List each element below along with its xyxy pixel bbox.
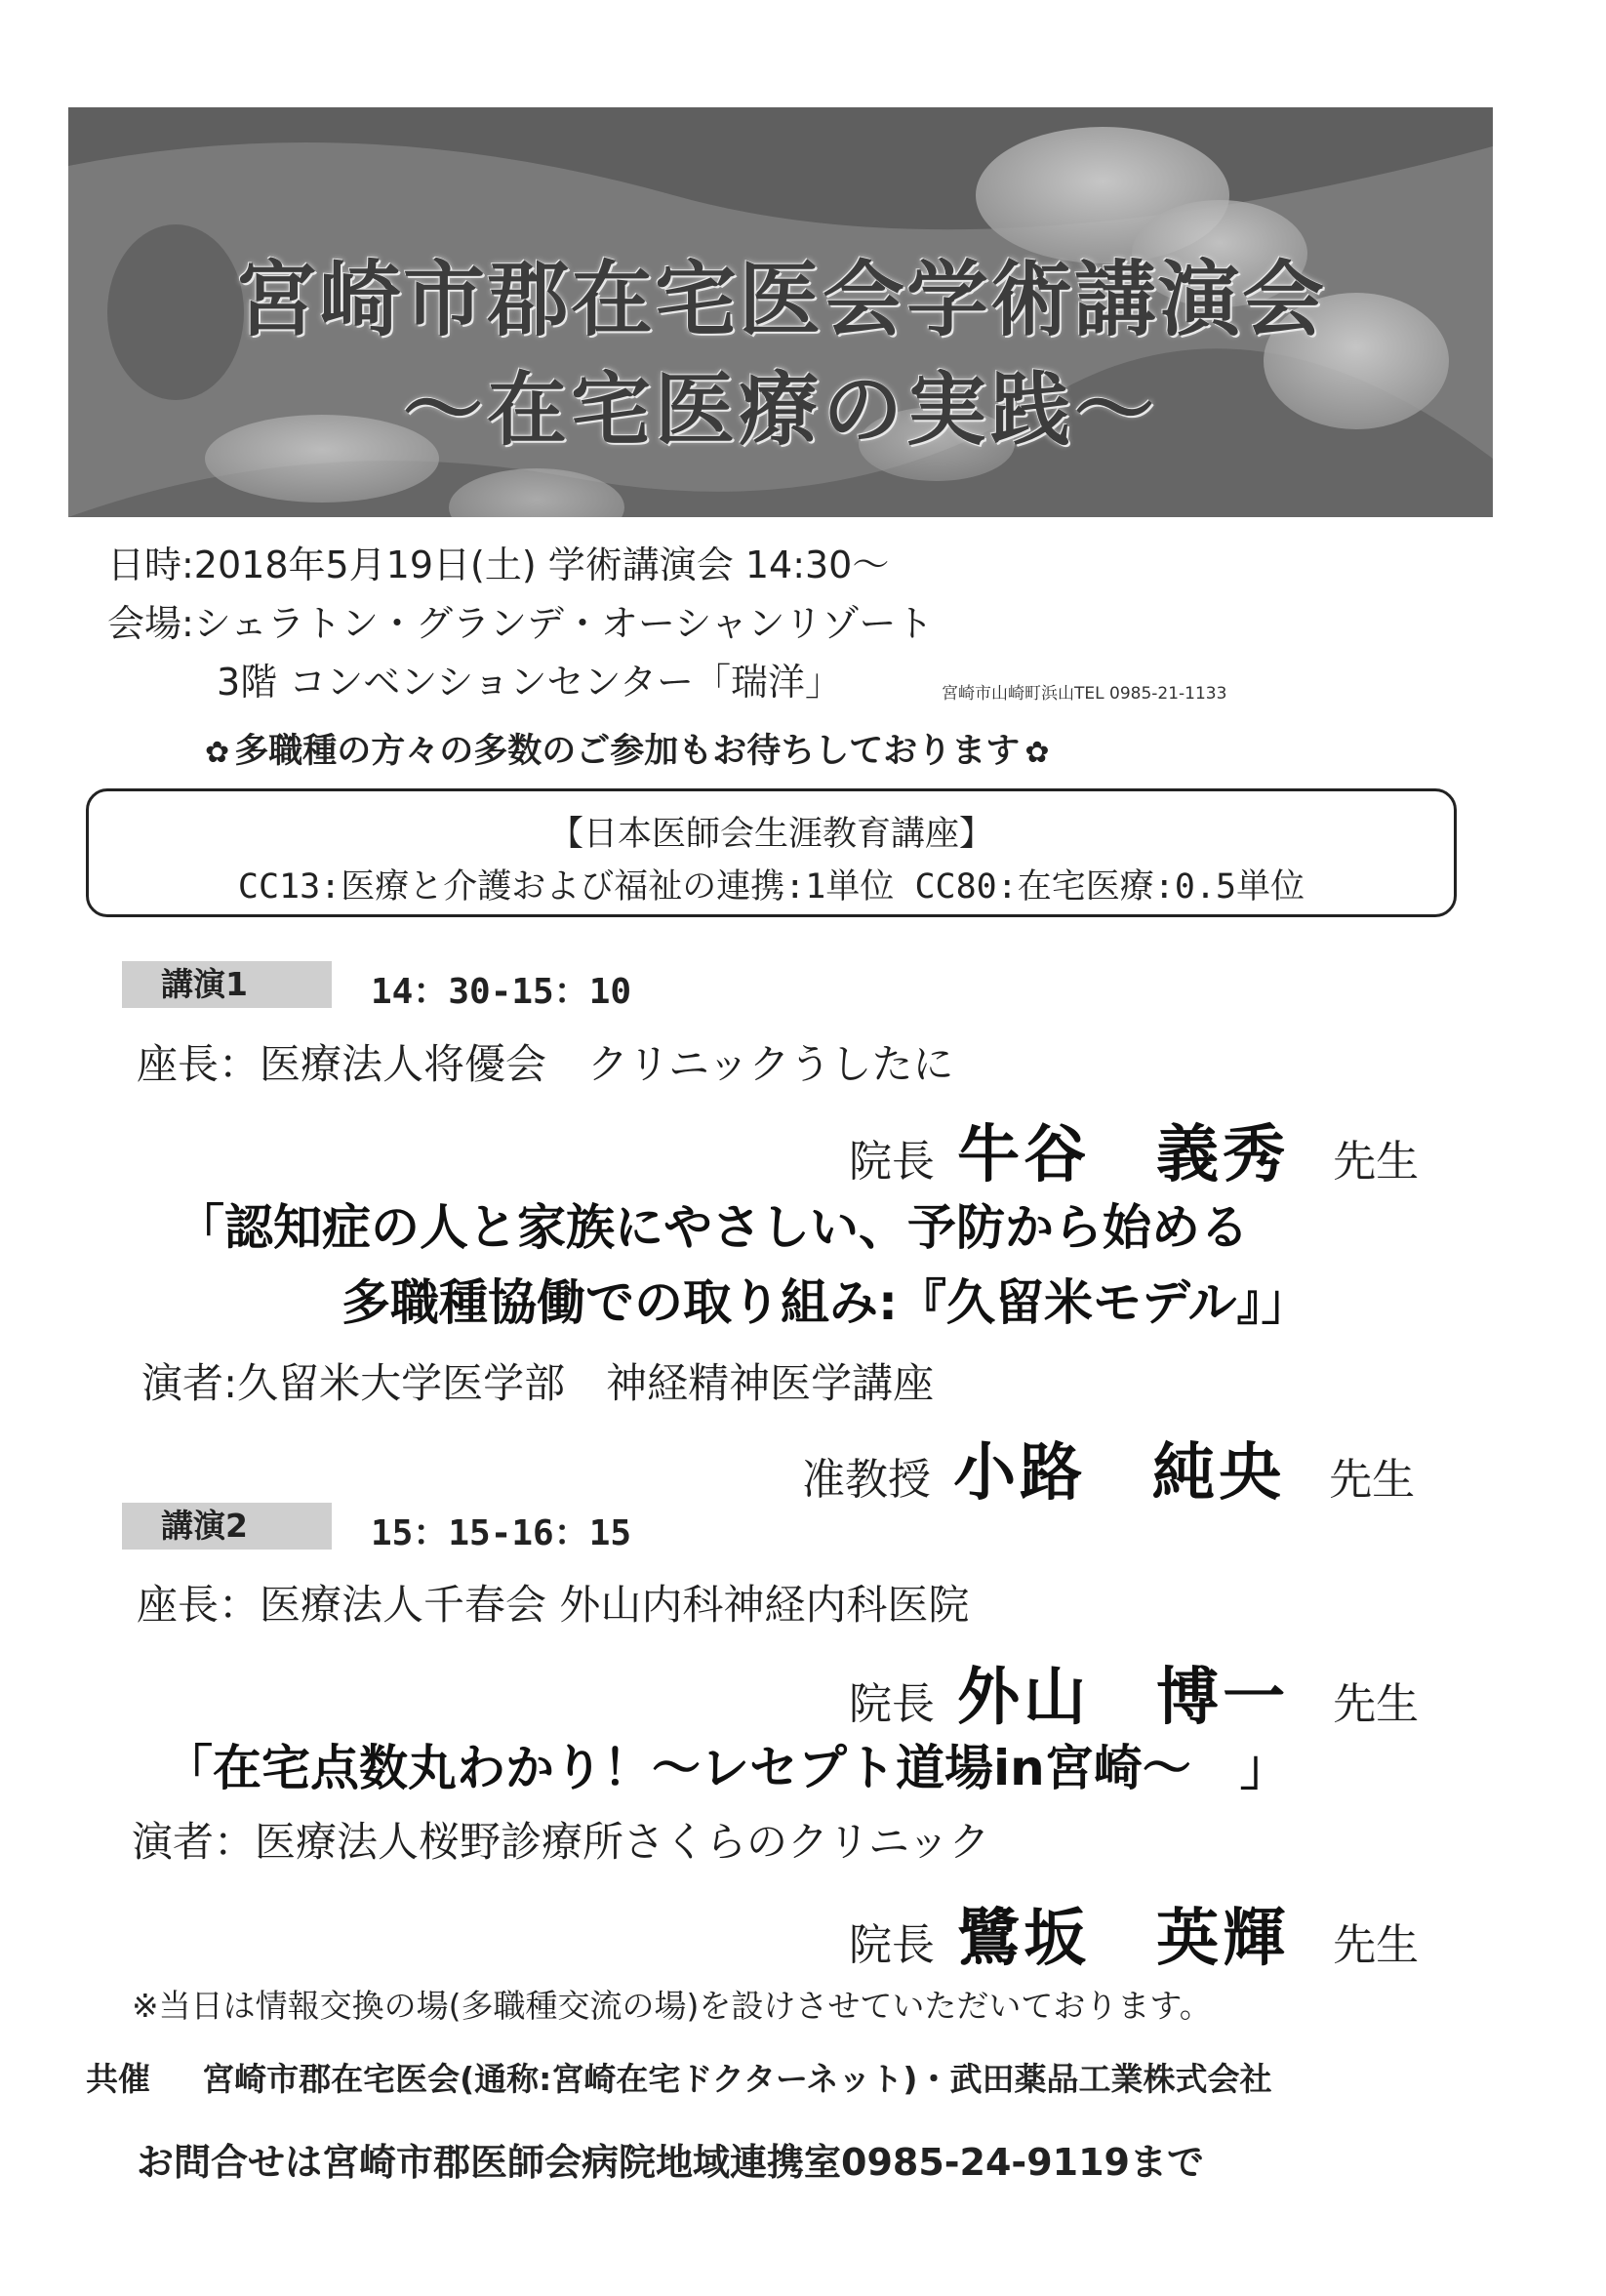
event-title: 宮崎市郡在宅医会学術講演会 [234, 252, 1326, 347]
lecture-2-speaker-name-row [849, 1888, 1419, 1978]
chair-name: 外山 博一 [957, 1662, 1290, 1734]
speaker-role: 准教授 [802, 1455, 931, 1505]
lecture-2-title: 「在宅点数丸わかり！～レセプト道場in宮崎～ 」 [164, 1740, 1289, 1796]
contact-info: お問合せは宮崎市郡医師会病院地域連携室0985-24-9119まで [137, 2141, 1204, 2184]
lecture-2-chair: 座長：医療法人千春会 外山内科神経内科医院 [137, 1581, 970, 1629]
lecture-1-chair: 座長：医療法人将優会 クリニックうしたに [137, 1040, 954, 1088]
honorific: 先生 [1333, 1137, 1420, 1187]
chair-name: 牛谷 義秀 [957, 1119, 1290, 1191]
cosponsor-label: 共催 [86, 2060, 150, 2098]
cme-detail: CC13:医療と介護および福祉の連携:1単位 CC80:在宅医療:0.5単位 [237, 867, 1305, 906]
speaker-name: 小路 純央 [953, 1437, 1286, 1510]
chair-role: 院長 [849, 1679, 935, 1729]
honorific: 先生 [1333, 1920, 1420, 1970]
lecture-1-chair-name-row [849, 1105, 1419, 1194]
speaker-name: 鷺坂 英輝 [957, 1903, 1290, 1975]
cme-credit-box [86, 788, 1457, 917]
lecture-2-time: 15：15-16：15 [371, 1513, 632, 1553]
cosponsor-row [86, 2054, 1272, 2100]
venue-address: 宮崎市山崎町浜山TEL 0985-21-1133 [942, 684, 1227, 704]
lecture-1-title-line-2: 多職種協働での取り組み:『久留米モデル』」 [341, 1274, 1310, 1331]
lecture-1-tag: 講演1 [122, 961, 332, 1008]
flower-icon: ✿ [205, 736, 230, 770]
lecture-2-tag: 講演2 [122, 1503, 332, 1550]
venue-line-1: 会場:シェラトン・グランデ・オーシャンリゾート [107, 602, 934, 645]
event-banner [68, 107, 1493, 517]
lecture-1-speaker-name-row [802, 1423, 1415, 1512]
honorific: 先生 [1333, 1679, 1420, 1729]
honorific: 先生 [1329, 1455, 1416, 1505]
event-datetime: 日時:2018年5月19日(土) 学術講演会 14:30～ [107, 544, 890, 586]
event-subtitle: ～在宅医療の実践～ [402, 364, 1158, 457]
invite-line [205, 724, 1049, 773]
speaker-role: 院長 [849, 1920, 935, 1970]
lecture-1-time: 14：30-15：10 [371, 972, 632, 1012]
lecture-2-chair-name-row [849, 1647, 1419, 1737]
lecture-2-speaker: 演者：医療法人桜野診療所さくらのクリニック [132, 1818, 990, 1866]
lecture-1-title-line-1: 「認知症の人と家族にやさしい、予防から始める [176, 1199, 1249, 1256]
chair-role: 院長 [849, 1137, 935, 1187]
cme-heading: 【日本医師会生涯教育講座】 [548, 815, 993, 854]
lecture-1-speaker: 演者:久留米大学医学部 神経精神医学講座 [141, 1359, 935, 1407]
venue-line-2: 3階 コンベンションセンター「瑞洋」 [217, 661, 843, 704]
cosponsor-text: 宮崎市郡在宅医会(通称:宮崎在宅ドクターネット)・武田薬品工業株式会社 [202, 2060, 1272, 2098]
invite-text: 多職種の方々の多数のご参加もお待ちしております [234, 732, 1021, 771]
flower-icon: ✿ [1024, 736, 1050, 770]
exchange-note: ※当日は情報交換の場(多職種交流の場)を設けさせていただいております。 [132, 1987, 1212, 2025]
